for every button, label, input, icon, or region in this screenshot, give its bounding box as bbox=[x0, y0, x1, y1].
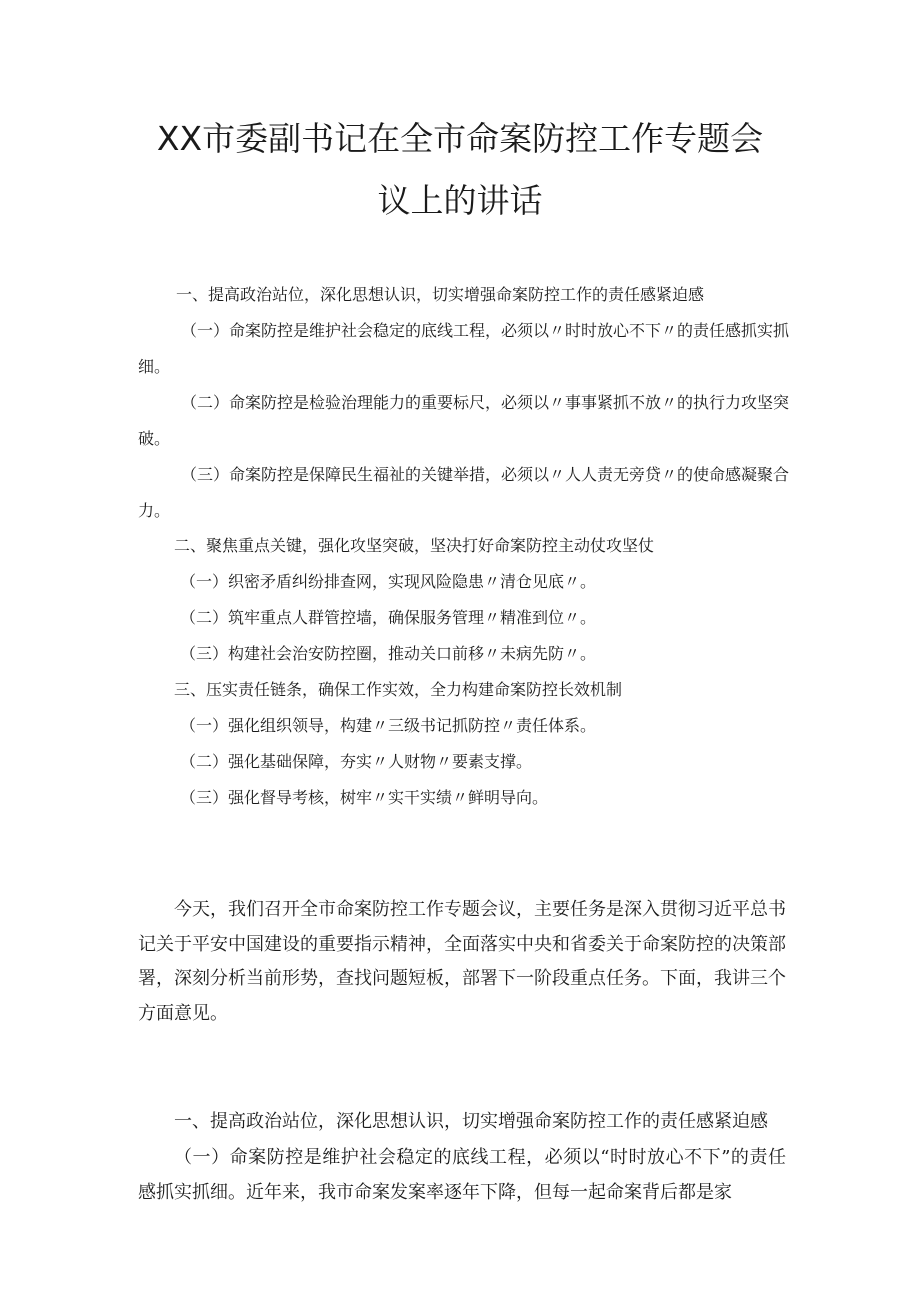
outline-item: （三）强化督导考核，树牢〃实干实绩〃鲜明导向。 bbox=[180, 788, 549, 807]
outline-item: （二）命案防控是检验治理能力的重要标尺，必须以〃事事紧抓不放〃的执行力攻坚突破。 bbox=[138, 393, 790, 448]
outline-item: （三）构建社会治安防控圈，推动关口前移〃未病先防〃。 bbox=[180, 644, 597, 663]
outline-heading-2: 二、聚焦重点关键，强化攻坚突破，坚决打好命案防控主动仗攻坚仗 bbox=[174, 536, 655, 555]
outline-item: （三）命案防控是保障民生福祉的关键举措，必须以〃人人责无旁贷〃的使命感凝聚合力。 bbox=[138, 465, 790, 520]
document-title-line-2: 议上的讲话 bbox=[377, 181, 543, 220]
body-paragraph: 今天，我们召开全市命案防控工作专题会议，主要任务是深入贯彻习近平总书记关于平安中国建设的重要指示精神，全面落实中央和省委关于命案防控的决策部署，深刻分析当前形势，查找问题短板，部署下一阶段重点任务。下面，我讲三个方面意见。 bbox=[138, 899, 786, 1024]
outline-heading-1: 一、提高政治站位，深化思想认识，切实增强命案防控工作的责任感紧迫感 bbox=[176, 285, 705, 304]
outline-heading-3: 三、压实责任链条，确保工作实效，全力构建命案防控长效机制 bbox=[174, 680, 623, 699]
body-heading-1: 一、提高政治站位，深化思想认识，切实增强命案防控工作的责任感紧迫感 bbox=[174, 1111, 768, 1132]
outline-item: （一）命案防控是维护社会稳定的底线工程，必须以〃时时放心不下〃的责任感抓实抓细。 bbox=[138, 321, 790, 376]
outline-item: （二）强化基础保障，夯实〃人财物〃要素支撑。 bbox=[180, 752, 533, 771]
document-title-line-1: XX市委副书记在全市命案防控工作专题会 bbox=[156, 119, 764, 158]
body-paragraph: （一）命案防控是维护社会稳定的底线工程，必须以“时时放心不下”的责任感抓实抓细。近年来，我市命案发案率逐年下降，但每一起命案背后都是家 bbox=[138, 1147, 786, 1203]
outline-item: （二）筑牢重点人群管控墙，确保服务管理〃精准到位〃。 bbox=[180, 608, 597, 627]
outline-item: （一）强化组织领导，构建〃三级书记抓防控〃责任体系。 bbox=[180, 716, 597, 735]
outline-item: （一）织密矛盾纠纷排查网，实现风险隐患〃清仓见底〃。 bbox=[180, 572, 597, 591]
